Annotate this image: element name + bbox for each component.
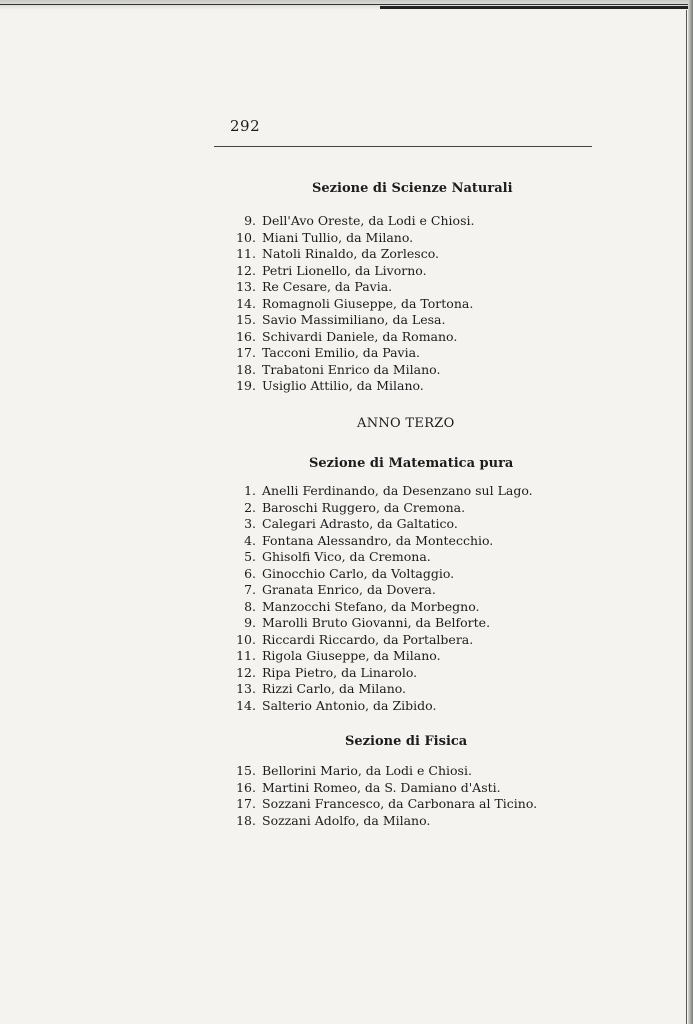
list-item: 15. Savio Massimiliano, da Lesa.: [236, 312, 446, 327]
list-item: 3. Calegari Adrasto, da Galtatico.: [244, 516, 458, 531]
list-item: 19. Usiglio Attilio, da Milano.: [236, 378, 424, 393]
page-right-fold-line: [686, 10, 687, 1024]
list-item: 13. Re Cesare, da Pavia.: [236, 279, 393, 294]
list-item: 1. Anelli Ferdinando, da Desenzano sul Lago.: [244, 483, 533, 498]
top-edge-rule: [0, 4, 693, 5]
list-item: 16. Schivardi Daniele, da Romano.: [236, 328, 458, 344]
list-item: 9. Marolli Bruto Giovanni, da Belforte.: [244, 615, 491, 630]
year-heading: ANNO TERZO: [357, 416, 455, 431]
list-item: 12. Petri Lionello, da Livorno.: [236, 262, 427, 278]
list-item: 9. Dell'Avo Oreste, da Lodi e Chiosi.: [244, 213, 475, 228]
list-item: 10. Riccardi Riccardo, da Portalbera.: [236, 631, 474, 647]
list-item: 13. Rizzi Carlo, da Milano.: [236, 681, 407, 696]
list-item: 2. Baroschi Ruggero, da Cremona.: [244, 499, 466, 515]
top-edge-dark-band: [380, 6, 693, 9]
list-item: 16. Martini Romeo, da S. Damiano d'Asti.: [236, 779, 501, 795]
page-number: 292: [230, 117, 261, 135]
list-matematica-pura: [228, 483, 533, 714]
page-right-edge: [688, 0, 693, 1024]
list-item: 11. Rigola Giuseppe, da Milano.: [236, 648, 441, 663]
section-heading-matematica-pura: Sezione di Matematica pura: [309, 456, 514, 471]
list-item: 10. Miani Tullio, da Milano.: [236, 229, 414, 245]
list-item: 18. Sozzani Adolfo, da Milano.: [236, 812, 431, 828]
list-fisica: [228, 763, 537, 829]
list-item: 15. Bellorini Mario, da Lodi e Chiosi.: [236, 763, 472, 778]
list-item: 12. Ripa Pietro, da Linarolo.: [236, 664, 418, 680]
list-item: 5. Ghisolfi Vico, da Cremona.: [244, 549, 431, 564]
list-item: 14. Romagnoli Giuseppe, da Tortona.: [236, 295, 474, 311]
header-rule: [214, 146, 592, 147]
list-item: 8. Manzocchi Stefano, da Morbegno.: [244, 598, 480, 614]
list-item: 17. Sozzani Francesco, da Carbonara al Ticino.: [236, 796, 538, 811]
list-item: 4. Fontana Alessandro, da Montecchio.: [244, 532, 494, 548]
section-heading-scienze-naturali: Sezione di Scienze Naturali: [312, 181, 513, 196]
list-item: 17. Tacconi Emilio, da Pavia.: [236, 345, 421, 360]
list-item: 11. Natoli Rinaldo, da Zorlesco.: [236, 246, 439, 261]
section-heading-fisica: Sezione di Fisica: [345, 734, 468, 749]
list-item: 6. Ginocchio Carlo, da Voltaggio.: [244, 565, 455, 581]
list-item: 18. Trabatoni Enrico da Milano.: [236, 361, 441, 377]
list-item: 7. Granata Enrico, da Dovera.: [244, 582, 436, 597]
page-top-edge: [0, 0, 693, 10]
list-item: 14. Salterio Antonio, da Zibido.: [236, 697, 437, 713]
list-scienze-naturali: [228, 213, 474, 395]
